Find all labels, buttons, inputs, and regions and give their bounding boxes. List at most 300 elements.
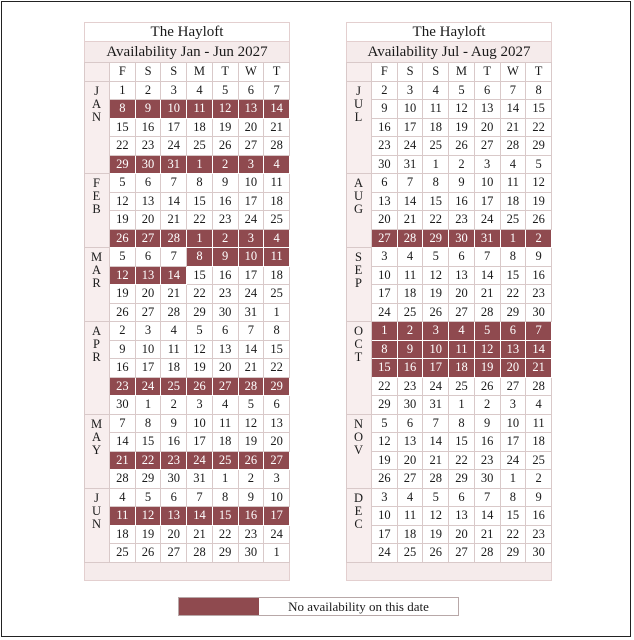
date-cell: 22 bbox=[500, 525, 526, 544]
date-cell: 11 bbox=[264, 174, 290, 193]
date-cell: 25 bbox=[397, 303, 423, 322]
date-cell: 20 bbox=[264, 433, 290, 452]
date-cell: 6 bbox=[135, 174, 161, 193]
date-cell: 18 bbox=[264, 266, 290, 285]
date-cell: 17 bbox=[500, 433, 526, 452]
date-cell: 16 bbox=[526, 507, 552, 526]
date-cell-unavailable: 13 bbox=[161, 507, 187, 526]
calendar-title: The Hayloft bbox=[346, 22, 552, 41]
date-cell: 31 bbox=[423, 396, 449, 415]
date-cell: 2 bbox=[526, 470, 552, 489]
date-cell: 25 bbox=[187, 137, 213, 156]
date-cell: 15 bbox=[526, 100, 552, 119]
date-cell: 2 bbox=[449, 155, 475, 174]
date-cell: 28 bbox=[264, 137, 290, 156]
date-cell: 9 bbox=[526, 248, 552, 267]
date-cell: 18 bbox=[423, 118, 449, 137]
date-cell: 6 bbox=[474, 81, 500, 100]
date-cell: 4 bbox=[526, 396, 552, 415]
date-cell-unavailable: 31 bbox=[161, 155, 187, 174]
date-cell: 28 bbox=[474, 544, 500, 563]
date-cell-unavailable: 27 bbox=[135, 229, 161, 248]
date-cell: 20 bbox=[212, 359, 238, 378]
date-cell: 7 bbox=[500, 81, 526, 100]
calendar-footer bbox=[346, 563, 552, 581]
date-cell: 25 bbox=[264, 211, 290, 230]
date-cell-unavailable: 14 bbox=[187, 507, 213, 526]
date-cell: 5 bbox=[238, 396, 264, 415]
date-cell: 15 bbox=[110, 118, 136, 137]
date-cell: 21 bbox=[474, 285, 500, 304]
date-cell: 6 bbox=[238, 81, 264, 100]
date-cell: 28 bbox=[187, 544, 213, 563]
date-cell-unavailable: 26 bbox=[238, 451, 264, 470]
date-cell: 13 bbox=[449, 507, 475, 526]
date-cell: 5 bbox=[526, 155, 552, 174]
date-cell: 29 bbox=[212, 544, 238, 563]
date-cell: 7 bbox=[161, 248, 187, 267]
date-cell: 13 bbox=[449, 266, 475, 285]
date-cell: 17 bbox=[474, 192, 500, 211]
date-cell: 30 bbox=[526, 544, 552, 563]
date-cell: 4 bbox=[110, 488, 136, 507]
date-cell: 2 bbox=[135, 81, 161, 100]
legend-swatch bbox=[179, 598, 259, 615]
date-cell-unavailable: 19 bbox=[474, 359, 500, 378]
date-cell-unavailable: 23 bbox=[161, 451, 187, 470]
date-cell: 11 bbox=[526, 414, 552, 433]
date-cell: 30 bbox=[110, 396, 136, 415]
date-cell: 24 bbox=[397, 137, 423, 156]
date-cell: 25 bbox=[397, 544, 423, 563]
date-cell: 15 bbox=[187, 266, 213, 285]
date-cell: 4 bbox=[187, 81, 213, 100]
date-cell: 20 bbox=[135, 211, 161, 230]
date-cell: 10 bbox=[397, 100, 423, 119]
weekday-header: F bbox=[110, 63, 136, 82]
date-cell-unavailable: 24 bbox=[135, 377, 161, 396]
date-cell-unavailable: 10 bbox=[161, 100, 187, 119]
date-cell: 16 bbox=[110, 359, 136, 378]
weekday-header: M bbox=[449, 63, 475, 82]
date-cell: 31 bbox=[238, 303, 264, 322]
date-cell: 8 bbox=[449, 414, 475, 433]
date-cell-unavailable: 26 bbox=[187, 377, 213, 396]
date-cell: 13 bbox=[135, 192, 161, 211]
date-cell: 26 bbox=[372, 470, 398, 489]
date-cell: 17 bbox=[397, 118, 423, 137]
date-cell: 7 bbox=[474, 248, 500, 267]
date-cell: 30 bbox=[161, 470, 187, 489]
date-cell: 22 bbox=[449, 451, 475, 470]
date-cell-unavailable: 11 bbox=[264, 248, 290, 267]
date-cell: 18 bbox=[187, 118, 213, 137]
date-cell: 16 bbox=[161, 433, 187, 452]
date-cell: 24 bbox=[474, 211, 500, 230]
date-cell: 21 bbox=[238, 359, 264, 378]
date-cell: 15 bbox=[500, 266, 526, 285]
weekday-header: S bbox=[397, 63, 423, 82]
date-cell: 23 bbox=[212, 285, 238, 304]
date-cell: 10 bbox=[135, 340, 161, 359]
date-cell: 17 bbox=[238, 266, 264, 285]
date-cell: 14 bbox=[423, 433, 449, 452]
date-cell-unavailable: 2 bbox=[526, 229, 552, 248]
date-cell-unavailable: 4 bbox=[264, 155, 290, 174]
date-cell: 14 bbox=[500, 100, 526, 119]
date-cell: 4 bbox=[500, 155, 526, 174]
date-cell-unavailable: 21 bbox=[110, 451, 136, 470]
date-cell: 27 bbox=[500, 377, 526, 396]
date-cell: 10 bbox=[474, 174, 500, 193]
date-cell: 10 bbox=[372, 507, 398, 526]
date-cell: 17 bbox=[238, 192, 264, 211]
date-cell: 30 bbox=[212, 303, 238, 322]
date-cell: 28 bbox=[423, 470, 449, 489]
date-cell: 26 bbox=[135, 544, 161, 563]
date-cell: 20 bbox=[474, 118, 500, 137]
date-cell-unavailable: 2 bbox=[397, 322, 423, 341]
date-cell: 11 bbox=[397, 266, 423, 285]
date-cell: 19 bbox=[526, 192, 552, 211]
date-cell: 23 bbox=[526, 525, 552, 544]
date-cell: 4 bbox=[397, 248, 423, 267]
date-cell-unavailable: 31 bbox=[474, 229, 500, 248]
date-cell: 25 bbox=[423, 137, 449, 156]
month-label: M A Y bbox=[85, 414, 110, 488]
date-cell: 27 bbox=[474, 137, 500, 156]
calendar-title: The Hayloft bbox=[84, 22, 290, 41]
date-cell: 6 bbox=[372, 174, 398, 193]
date-cell: 7 bbox=[110, 414, 136, 433]
date-cell-unavailable: 9 bbox=[212, 248, 238, 267]
date-cell-unavailable: 12 bbox=[110, 266, 136, 285]
date-cell: 10 bbox=[372, 266, 398, 285]
date-cell: 29 bbox=[187, 303, 213, 322]
date-cell-unavailable: 5 bbox=[474, 322, 500, 341]
legend bbox=[178, 597, 459, 616]
date-cell: 10 bbox=[264, 488, 290, 507]
date-cell-unavailable: 10 bbox=[423, 340, 449, 359]
weekday-header: T bbox=[474, 63, 500, 82]
date-cell: 26 bbox=[212, 137, 238, 156]
date-cell: 25 bbox=[526, 451, 552, 470]
weekday-header: F bbox=[372, 63, 398, 82]
date-cell: 7 bbox=[397, 174, 423, 193]
date-cell: 18 bbox=[526, 433, 552, 452]
date-cell: 23 bbox=[474, 451, 500, 470]
date-cell: 7 bbox=[423, 414, 449, 433]
date-cell: 24 bbox=[372, 544, 398, 563]
date-cell: 22 bbox=[423, 211, 449, 230]
date-cell-unavailable: 14 bbox=[526, 340, 552, 359]
date-cell: 26 bbox=[423, 544, 449, 563]
date-cell: 8 bbox=[526, 81, 552, 100]
date-cell: 22 bbox=[212, 525, 238, 544]
date-cell: 27 bbox=[449, 544, 475, 563]
date-cell-unavailable: 13 bbox=[500, 340, 526, 359]
month-label: D E C bbox=[347, 488, 372, 562]
date-cell-unavailable: 28 bbox=[238, 377, 264, 396]
date-cell: 5 bbox=[110, 174, 136, 193]
date-cell: 15 bbox=[264, 340, 290, 359]
date-cell: 26 bbox=[423, 303, 449, 322]
date-cell: 4 bbox=[423, 81, 449, 100]
date-cell-unavailable: 4 bbox=[264, 229, 290, 248]
date-cell: 16 bbox=[212, 266, 238, 285]
date-cell: 30 bbox=[238, 544, 264, 563]
date-cell: 3 bbox=[500, 396, 526, 415]
date-cell: 29 bbox=[500, 303, 526, 322]
date-cell: 17 bbox=[187, 433, 213, 452]
date-cell: 18 bbox=[161, 359, 187, 378]
date-cell: 18 bbox=[264, 192, 290, 211]
date-cell: 6 bbox=[161, 488, 187, 507]
date-cell: 18 bbox=[397, 285, 423, 304]
date-cell: 8 bbox=[500, 488, 526, 507]
date-cell: 14 bbox=[397, 192, 423, 211]
date-cell: 17 bbox=[161, 118, 187, 137]
date-cell: 31 bbox=[397, 155, 423, 174]
date-cell: 25 bbox=[264, 285, 290, 304]
date-cell: 6 bbox=[449, 248, 475, 267]
date-cell-unavailable: 1 bbox=[187, 229, 213, 248]
weekday-header: T bbox=[212, 63, 238, 82]
date-cell: 4 bbox=[161, 322, 187, 341]
date-cell: 6 bbox=[264, 396, 290, 415]
date-cell-unavailable: 3 bbox=[238, 229, 264, 248]
date-cell: 7 bbox=[474, 488, 500, 507]
date-cell-unavailable: 21 bbox=[526, 359, 552, 378]
weekday-header: M bbox=[187, 63, 213, 82]
date-cell: 9 bbox=[110, 340, 136, 359]
date-cell: 20 bbox=[135, 285, 161, 304]
date-cell: 24 bbox=[264, 525, 290, 544]
date-cell-unavailable: 10 bbox=[238, 248, 264, 267]
date-cell: 24 bbox=[372, 303, 398, 322]
date-cell: 3 bbox=[397, 81, 423, 100]
date-cell: 11 bbox=[212, 414, 238, 433]
date-cell: 20 bbox=[372, 211, 398, 230]
date-cell: 8 bbox=[135, 414, 161, 433]
date-cell-unavailable: 23 bbox=[110, 377, 136, 396]
date-cell-unavailable: 15 bbox=[372, 359, 398, 378]
date-cell-unavailable: 25 bbox=[161, 377, 187, 396]
month-label: J U N bbox=[85, 488, 110, 562]
date-cell: 5 bbox=[372, 414, 398, 433]
date-cell: 1 bbox=[500, 470, 526, 489]
date-cell: 14 bbox=[110, 433, 136, 452]
date-cell-unavailable: 8 bbox=[187, 248, 213, 267]
date-cell: 27 bbox=[161, 544, 187, 563]
date-cell: 27 bbox=[397, 470, 423, 489]
date-cell: 21 bbox=[161, 211, 187, 230]
weekday-header: T bbox=[264, 63, 290, 82]
date-cell: 8 bbox=[212, 488, 238, 507]
date-cell: 15 bbox=[423, 192, 449, 211]
date-cell-unavailable: 12 bbox=[135, 507, 161, 526]
date-cell: 30 bbox=[526, 303, 552, 322]
date-cell: 14 bbox=[474, 266, 500, 285]
date-cell: 28 bbox=[161, 303, 187, 322]
date-cell: 8 bbox=[187, 174, 213, 193]
date-cell: 25 bbox=[449, 377, 475, 396]
date-cell: 24 bbox=[238, 211, 264, 230]
date-cell-unavailable: 14 bbox=[264, 100, 290, 119]
date-cell: 21 bbox=[423, 451, 449, 470]
calendar-jul-aug bbox=[346, 22, 552, 581]
date-cell: 21 bbox=[500, 118, 526, 137]
date-cell-unavailable: 29 bbox=[264, 377, 290, 396]
date-cell: 14 bbox=[474, 507, 500, 526]
calendar-footer bbox=[84, 563, 290, 581]
calendar-grid bbox=[84, 62, 290, 563]
date-cell-unavailable: 30 bbox=[135, 155, 161, 174]
date-cell: 2 bbox=[474, 396, 500, 415]
date-cell: 14 bbox=[238, 340, 264, 359]
date-cell-unavailable: 22 bbox=[135, 451, 161, 470]
date-cell: 13 bbox=[264, 414, 290, 433]
date-cell: 16 bbox=[212, 192, 238, 211]
date-cell: 12 bbox=[187, 340, 213, 359]
date-cell: 18 bbox=[397, 525, 423, 544]
date-cell: 22 bbox=[110, 137, 136, 156]
date-cell: 29 bbox=[526, 137, 552, 156]
date-cell: 1 bbox=[264, 544, 290, 563]
date-cell-unavailable: 3 bbox=[238, 155, 264, 174]
date-cell-unavailable: 1 bbox=[187, 155, 213, 174]
date-cell: 3 bbox=[264, 470, 290, 489]
date-cell: 13 bbox=[397, 433, 423, 452]
date-cell-unavailable: 16 bbox=[397, 359, 423, 378]
date-cell-unavailable: 2 bbox=[212, 229, 238, 248]
date-cell-unavailable: 4 bbox=[449, 322, 475, 341]
date-cell: 21 bbox=[187, 525, 213, 544]
date-cell: 15 bbox=[500, 507, 526, 526]
date-cell: 5 bbox=[135, 488, 161, 507]
date-cell: 16 bbox=[135, 118, 161, 137]
date-cell-unavailable: 15 bbox=[212, 507, 238, 526]
date-cell: 7 bbox=[238, 322, 264, 341]
date-cell: 17 bbox=[372, 285, 398, 304]
date-cell: 10 bbox=[187, 414, 213, 433]
date-cell: 29 bbox=[449, 470, 475, 489]
month-label: M A R bbox=[85, 248, 110, 322]
date-cell: 11 bbox=[500, 174, 526, 193]
date-cell: 10 bbox=[238, 174, 264, 193]
date-cell: 29 bbox=[500, 544, 526, 563]
date-cell: 30 bbox=[397, 396, 423, 415]
date-cell: 19 bbox=[238, 433, 264, 452]
date-cell-unavailable: 12 bbox=[474, 340, 500, 359]
date-cell: 16 bbox=[474, 433, 500, 452]
date-cell: 7 bbox=[264, 81, 290, 100]
date-cell-unavailable: 17 bbox=[423, 359, 449, 378]
date-cell: 19 bbox=[372, 451, 398, 470]
date-cell: 23 bbox=[135, 137, 161, 156]
date-cell: 8 bbox=[500, 248, 526, 267]
date-cell: 21 bbox=[161, 285, 187, 304]
date-cell: 19 bbox=[212, 118, 238, 137]
date-cell: 23 bbox=[449, 211, 475, 230]
date-cell: 13 bbox=[372, 192, 398, 211]
date-cell: 18 bbox=[110, 525, 136, 544]
date-cell: 22 bbox=[372, 377, 398, 396]
date-cell: 9 bbox=[526, 488, 552, 507]
date-cell-unavailable: 27 bbox=[264, 451, 290, 470]
date-cell: 12 bbox=[449, 100, 475, 119]
date-cell: 14 bbox=[161, 192, 187, 211]
date-cell: 1 bbox=[264, 303, 290, 322]
date-cell: 5 bbox=[212, 81, 238, 100]
date-cell-unavailable: 26 bbox=[110, 229, 136, 248]
date-cell-unavailable: 13 bbox=[238, 100, 264, 119]
date-cell: 4 bbox=[212, 396, 238, 415]
date-cell: 30 bbox=[372, 155, 398, 174]
date-cell: 12 bbox=[110, 192, 136, 211]
date-cell: 7 bbox=[161, 174, 187, 193]
date-cell-unavailable: 11 bbox=[187, 100, 213, 119]
date-cell: 22 bbox=[187, 285, 213, 304]
date-cell: 17 bbox=[135, 359, 161, 378]
date-cell: 22 bbox=[526, 118, 552, 137]
date-cell-unavailable: 13 bbox=[135, 266, 161, 285]
date-cell: 5 bbox=[110, 248, 136, 267]
date-cell: 16 bbox=[372, 118, 398, 137]
date-cell-unavailable: 7 bbox=[526, 322, 552, 341]
date-cell: 24 bbox=[423, 377, 449, 396]
date-cell: 31 bbox=[187, 470, 213, 489]
date-cell: 9 bbox=[212, 174, 238, 193]
date-cell: 9 bbox=[372, 100, 398, 119]
date-cell: 30 bbox=[474, 470, 500, 489]
date-cell: 22 bbox=[264, 359, 290, 378]
grid-corner bbox=[347, 63, 372, 82]
date-cell-unavailable: 9 bbox=[135, 100, 161, 119]
date-cell: 23 bbox=[397, 377, 423, 396]
date-cell-unavailable: 16 bbox=[238, 507, 264, 526]
date-cell-unavailable: 11 bbox=[449, 340, 475, 359]
date-cell: 21 bbox=[264, 118, 290, 137]
date-cell: 3 bbox=[187, 396, 213, 415]
date-cell: 3 bbox=[161, 81, 187, 100]
date-cell: 20 bbox=[238, 118, 264, 137]
date-cell: 18 bbox=[500, 192, 526, 211]
date-cell: 20 bbox=[161, 525, 187, 544]
date-cell: 7 bbox=[187, 488, 213, 507]
month-label: N O V bbox=[347, 414, 372, 488]
date-cell: 2 bbox=[161, 396, 187, 415]
date-cell: 6 bbox=[449, 488, 475, 507]
date-cell: 16 bbox=[526, 266, 552, 285]
date-cell-unavailable: 28 bbox=[161, 229, 187, 248]
date-cell: 6 bbox=[135, 248, 161, 267]
date-cell-unavailable: 11 bbox=[110, 507, 136, 526]
date-cell: 27 bbox=[449, 303, 475, 322]
date-cell: 28 bbox=[110, 470, 136, 489]
date-cell: 12 bbox=[423, 266, 449, 285]
date-cell: 6 bbox=[397, 414, 423, 433]
date-cell-unavailable: 24 bbox=[187, 451, 213, 470]
month-label: J A N bbox=[85, 81, 110, 174]
date-cell: 19 bbox=[110, 211, 136, 230]
date-cell: 5 bbox=[423, 248, 449, 267]
date-cell: 26 bbox=[526, 211, 552, 230]
date-cell: 25 bbox=[110, 544, 136, 563]
date-cell: 23 bbox=[212, 211, 238, 230]
date-cell: 9 bbox=[161, 414, 187, 433]
date-cell-unavailable: 3 bbox=[423, 322, 449, 341]
